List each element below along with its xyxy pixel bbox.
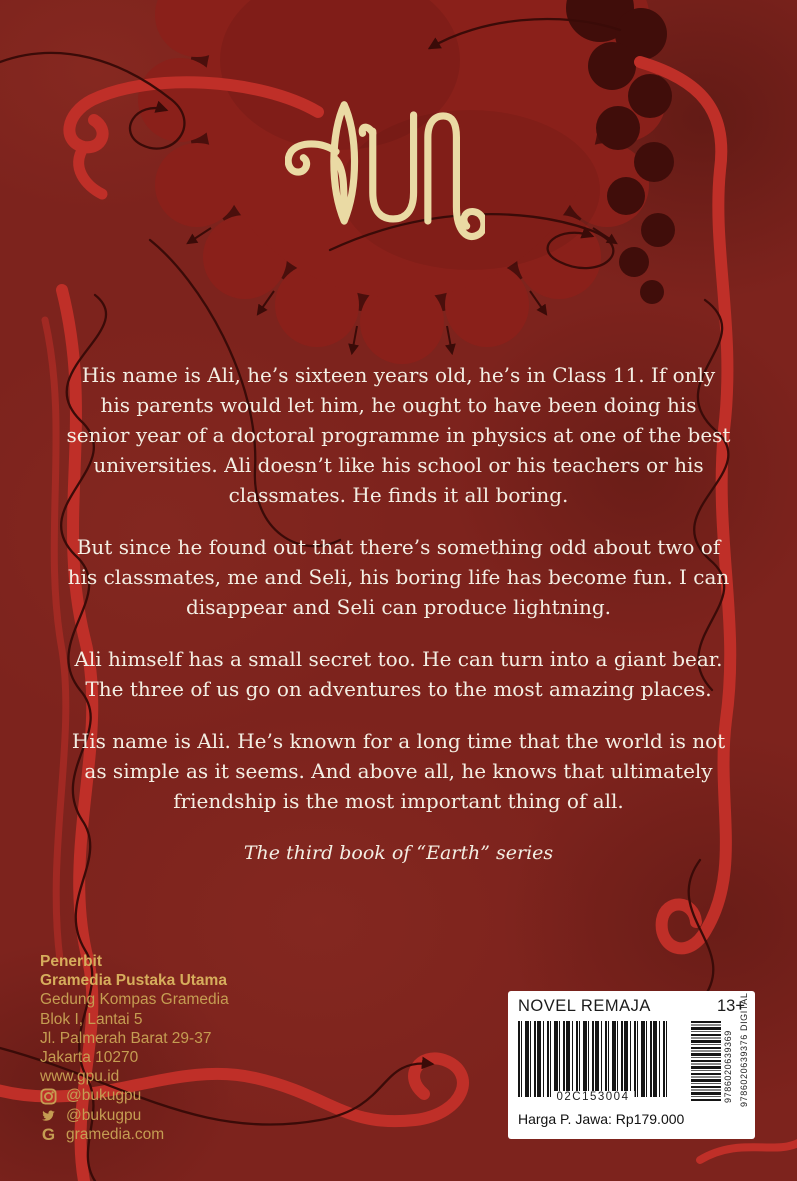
blurb (66, 360, 731, 890)
publisher-block (40, 952, 229, 1144)
barcode-header (518, 997, 745, 1016)
blurb-paragraph: But since he found out that there’s something odd about two of his classmates, me and Seli, his boring life has become fun. I can disappear and Seli can produce lightning. (67, 535, 730, 619)
main-barcode (518, 1021, 668, 1103)
social-row-twitter (40, 1106, 229, 1125)
social-row-instagram (40, 1086, 229, 1105)
social-handle: @bukugpu (66, 1087, 142, 1105)
address-line: Blok I, Lantai 5 (40, 1010, 143, 1028)
isbn-digital-label: 9786020639376 DIGITAL (739, 992, 749, 1107)
gramedia-icon: G (41, 1124, 56, 1144)
isbn-print-label: 9786020639369 (723, 1030, 733, 1103)
series-note: The third book of “Earth” series (243, 842, 554, 864)
social-row-gramedia (40, 1125, 229, 1144)
stacked-barcode (691, 1021, 721, 1101)
address-line: Jakarta 10270 (40, 1049, 139, 1067)
address-line: Gedung Kompas Gramedia (40, 991, 229, 1009)
category-label: NOVEL REMAJA (518, 997, 651, 1015)
instagram-icon (40, 1088, 57, 1105)
blurb-paragraph: His name is Ali, he’s sixteen years old, he’s in Class 11. If only his parents would let him, he ought to have been doing his senior year of a doctoral programme in physics at one of the best universities. Ali doesn’t like his school or his teachers or his classmates. He finds it all boring. (66, 363, 731, 507)
address-line: Jl. Palmerah Barat 29-37 (40, 1029, 212, 1047)
blurb-paragraph: His name is Ali. He’s known for a long time that the world is not as simple as it seems. And above all, he knows that ultimately friendship is the most important thing of all. (71, 729, 726, 813)
twitter-icon (40, 1107, 57, 1124)
price-label: Harga P. Jawa: Rp179.000 (518, 1111, 685, 1127)
social-handle: @bukugpu (66, 1106, 142, 1124)
title-logo (285, 94, 485, 246)
publisher-name: Gramedia Pustaka Utama (40, 972, 227, 990)
blurb-paragraph: Ali himself has a small secret too. He can turn into a giant bear. The three of us go on adventures to the most amazing places. (74, 647, 723, 701)
age-rating-badge: 13+ (717, 997, 745, 1015)
social-handle: gramedia.com (66, 1125, 165, 1143)
product-code: 02C153004 (552, 1091, 635, 1103)
publisher-label: Penerbit (40, 953, 103, 970)
publisher-website: www.gpu.id (40, 1068, 120, 1086)
barcode-box (508, 991, 755, 1139)
